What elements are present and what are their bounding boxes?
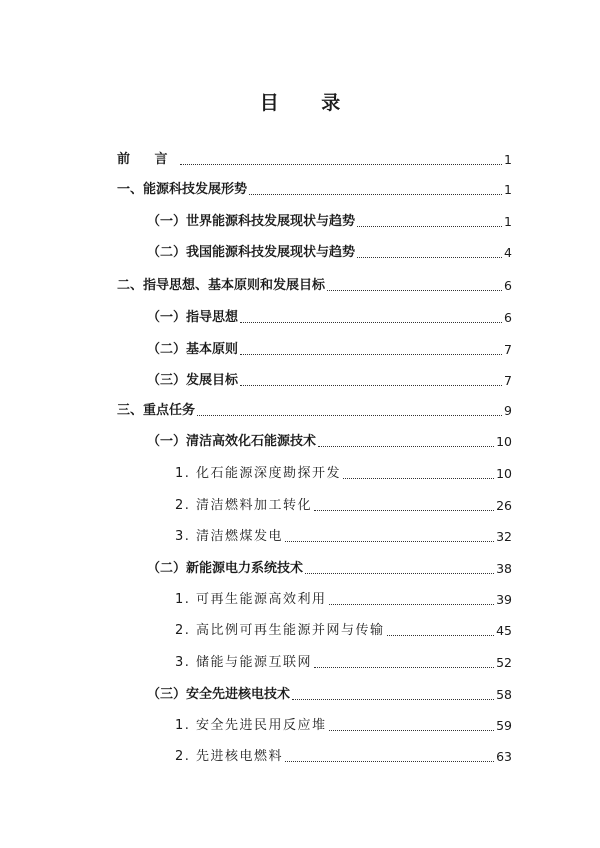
toc-dot-leader <box>240 322 502 323</box>
toc-dot-leader <box>387 635 495 636</box>
toc-entry-label: （一）清洁高效化石能源技术 <box>147 434 317 449</box>
toc-entry <box>0 523 600 547</box>
toc-title: 目 录 <box>259 92 359 114</box>
toc-entry-page: 58 <box>496 687 512 702</box>
toc-entry-page: 38 <box>496 561 512 576</box>
toc-entry <box>0 397 600 421</box>
toc-entry-label: 1. 化石能源深度勘探开发 <box>175 466 342 481</box>
toc-dot-leader <box>343 478 494 479</box>
toc-dot-leader <box>240 385 502 386</box>
toc-entry-label: 二、指导思想、基本原则和发展目标 <box>117 278 326 293</box>
toc-entry <box>0 428 600 452</box>
toc-dot-leader <box>329 604 495 605</box>
toc-dot-leader <box>305 573 494 574</box>
toc-entry-label: 2. 高比例可再生能源并网与传输 <box>175 623 385 638</box>
toc-entry-label: （三）发展目标 <box>147 373 239 388</box>
toc-dot-leader <box>357 257 502 258</box>
toc-entry <box>0 336 600 360</box>
toc-entry <box>0 146 600 170</box>
toc-entry-label: 2. 清洁燃料加工转化 <box>175 498 313 513</box>
toc-entry <box>0 492 600 516</box>
toc-entry-label: 前 言 <box>117 152 178 167</box>
toc-entry-page: 59 <box>496 718 512 733</box>
toc-entry-label: （一）指导思想 <box>147 310 239 325</box>
toc-entry-label: （二）新能源电力系统技术 <box>147 561 304 576</box>
toc-entry <box>0 176 600 200</box>
toc-dot-leader <box>180 164 503 165</box>
toc-entry-page: 52 <box>496 655 512 670</box>
toc-entry-page: 26 <box>496 498 512 513</box>
toc-dot-leader <box>292 699 494 700</box>
toc-entry-label: 一、能源科技发展形势 <box>117 182 248 197</box>
toc-dot-leader <box>318 446 494 447</box>
toc-entry-label: （三）安全先进核电技术 <box>147 687 291 702</box>
toc-entry-label: 1. 安全先进民用反应堆 <box>175 718 327 733</box>
toc-entry <box>0 681 600 705</box>
toc-entry-page: 6 <box>504 310 512 325</box>
toc-entry-label: 3. 清洁燃煤发电 <box>175 529 284 544</box>
toc-entry-page: 10 <box>496 434 512 449</box>
toc-entry-page: 39 <box>496 592 512 607</box>
toc-dot-leader <box>357 226 502 227</box>
toc-entry-label: （二）基本原则 <box>147 342 239 357</box>
toc-entry <box>0 367 600 391</box>
toc-entry <box>0 555 600 579</box>
toc-entry <box>0 586 600 610</box>
toc-dot-leader <box>240 354 502 355</box>
toc-entry-page: 4 <box>504 245 512 260</box>
toc-dot-leader <box>327 290 502 291</box>
toc-entry-page: 7 <box>504 342 512 357</box>
toc-entry-page: 45 <box>496 623 512 638</box>
toc-dot-leader <box>197 415 502 416</box>
toc-entry <box>0 712 600 736</box>
toc-entry <box>0 617 600 641</box>
toc-entry-page: 63 <box>496 749 512 764</box>
toc-entry-label: 1. 可再生能源高效利用 <box>175 592 327 607</box>
toc-entry <box>0 239 600 263</box>
toc-entry <box>0 304 600 328</box>
toc-entry <box>0 208 600 232</box>
toc-entry-label: （一）世界能源科技发展现状与趋势 <box>147 214 356 229</box>
toc-entry-page: 32 <box>496 529 512 544</box>
toc-entry-page: 1 <box>504 182 512 197</box>
toc-entry <box>0 649 600 673</box>
toc-dot-leader <box>314 510 494 511</box>
toc-entry-label: （二）我国能源科技发展现状与趋势 <box>147 245 356 260</box>
toc-entry <box>0 272 600 296</box>
toc-entry-page: 7 <box>504 373 512 388</box>
toc-entry <box>0 460 600 484</box>
toc-dot-leader <box>329 730 495 731</box>
toc-dot-leader <box>285 761 494 762</box>
toc-entry <box>0 743 600 767</box>
toc-entry-page: 1 <box>504 214 512 229</box>
toc-entry-page: 10 <box>496 466 512 481</box>
toc-entry-label: 2. 先进核电燃料 <box>175 749 284 764</box>
toc-dot-leader <box>314 667 494 668</box>
toc-entry-page: 1 <box>504 152 512 167</box>
toc-entry-label: 三、重点任务 <box>117 403 196 418</box>
toc-dot-leader <box>249 194 502 195</box>
toc-entry-label: 3. 储能与能源互联网 <box>175 655 313 670</box>
toc-dot-leader <box>285 541 494 542</box>
toc-entry-page: 9 <box>504 403 512 418</box>
toc-entry-page: 6 <box>504 278 512 293</box>
